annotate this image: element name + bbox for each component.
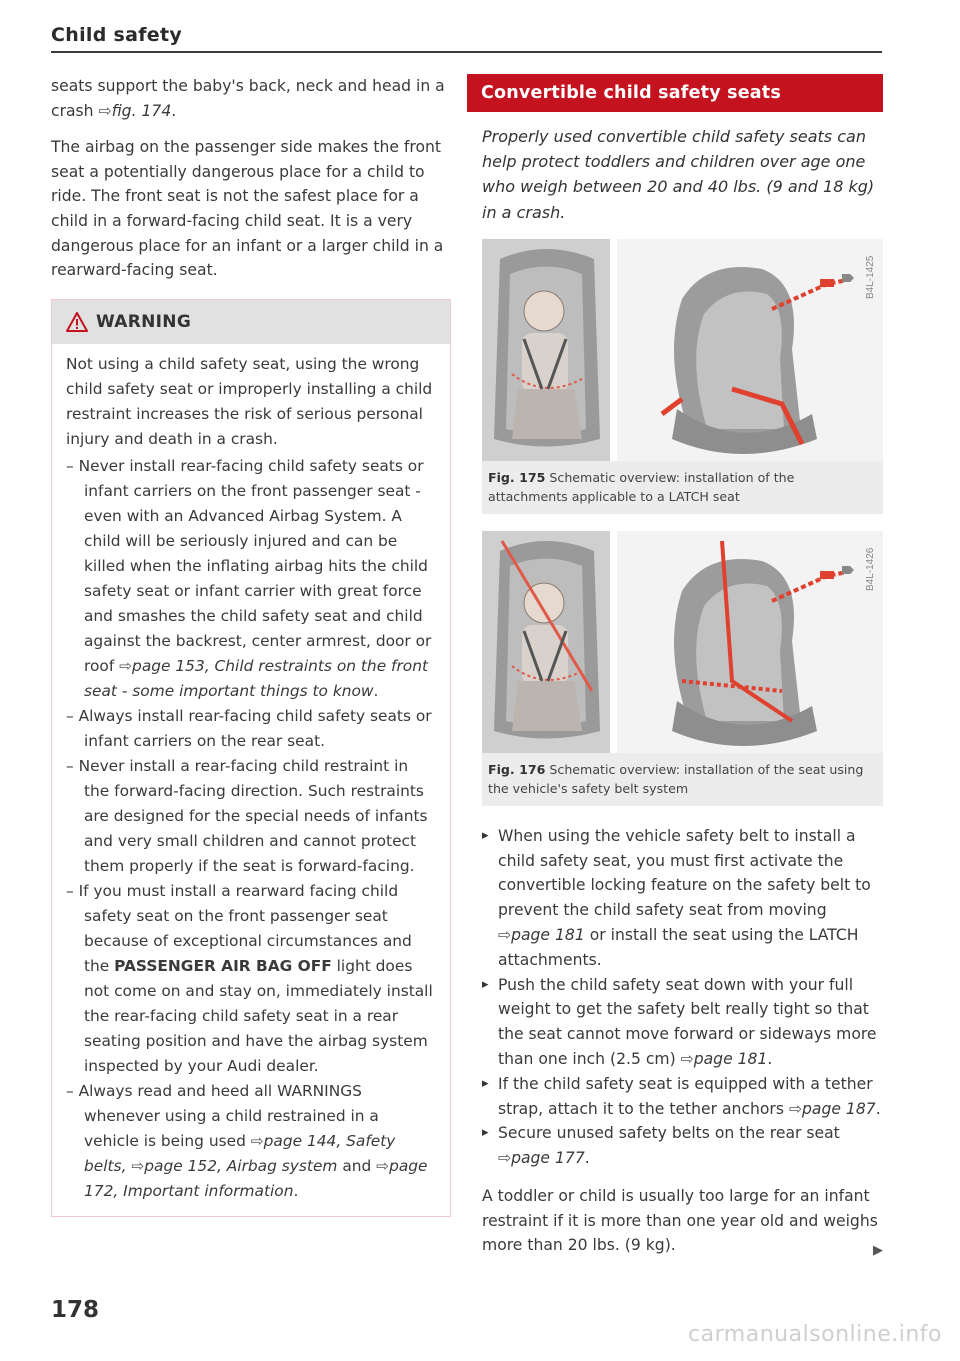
warning-item-text: If you must install a rearward facing child safety seat on the front passenger seat because of exceptional circumstances and the xyxy=(78,881,412,975)
paragraph-text: seats support the baby's back, neck and head in a crash xyxy=(51,77,445,120)
right-column xyxy=(467,74,883,1258)
xref-arrow-icon: ⇨ xyxy=(498,1149,512,1168)
instruction-steps xyxy=(482,824,883,1171)
warning-list xyxy=(66,454,436,1204)
warning-item-tail: . xyxy=(373,681,379,700)
instruction-step xyxy=(482,1121,883,1171)
xref-arrow-icon: ⇨ xyxy=(131,1156,145,1175)
figure-caption-text: Schematic overview: installation of the attachments applicable to a LATCH seat xyxy=(488,469,795,504)
header-rule xyxy=(51,51,882,53)
step-text: Secure unused safety belts on the rear seat xyxy=(498,1124,840,1143)
warning-item-tail: . xyxy=(293,1181,299,1200)
figure-number: Fig. 176 xyxy=(488,761,546,777)
belt-seat-illustration xyxy=(482,531,883,753)
step-tail: . xyxy=(875,1099,881,1118)
xref-arrow-icon: ⇨ xyxy=(376,1156,390,1175)
xref-arrow-icon: ⇨ xyxy=(680,1049,694,1068)
warning-item: – Always install rear-facing child safety seats or infant carriers on the rear seat. xyxy=(66,704,436,754)
warning-item-text: Always read and heed all WARNINGS whenever using a child restrained in a vehicle is being used xyxy=(78,1081,379,1150)
xref-link-page177[interactable]: page 177 xyxy=(511,1149,585,1168)
passenger-airbag-off-label: PASSENGER AIR BAG OFF xyxy=(114,956,332,975)
left-column xyxy=(51,74,451,1217)
xref-link-page153[interactable]: page 153, Child restraints on the front seat - some important things to know xyxy=(84,656,429,700)
section-title: Convertible child safety seats xyxy=(467,74,883,112)
paragraph-baby-support xyxy=(51,74,451,123)
instruction-step xyxy=(482,973,883,1072)
closing-paragraph: A toddler or child is usually too large for an infant restraint if it is more than one year old and weighs more than 20 lbs. (9 kg). xyxy=(482,1186,878,1255)
step-tail: . xyxy=(584,1149,590,1168)
figure-176 xyxy=(482,531,883,806)
step-tail: or install the seat using the LATCH attachments. xyxy=(498,926,859,969)
xref-arrow-icon: ⇨ xyxy=(788,1099,803,1118)
page-number: 178 xyxy=(51,1297,100,1323)
figure-number: Fig. 175 xyxy=(488,469,546,485)
warning-item-text: and xyxy=(337,1156,377,1175)
warning-item xyxy=(66,879,436,1079)
figure-176-caption xyxy=(482,753,883,806)
watermark: carmanualsonline.info xyxy=(688,1322,942,1347)
paragraph-tail: . xyxy=(171,101,177,120)
step-text: When using the vehicle safety belt to install a child safety seat, you must first activate the convertible locking feature on the safety belt to prevent the child safety seat from moving xyxy=(498,826,871,920)
warning-item xyxy=(66,1079,436,1204)
warning-item-text: Never install rear-facing child safety seats or infant carriers on the front passenger seat - even with an Advanced Airbag System. A child will be seriously injured and can be killed when the inflating airbag hits the child safety seat or infant carrier with great force and smashes the child safety seat and child against the backrest, center armrest, door or roof xyxy=(78,456,432,675)
xref-arrow-icon: ⇨ xyxy=(119,656,133,675)
xref-link-page172[interactable]: page 172, Important information xyxy=(84,1156,428,1200)
step-text: If the child safety seat is equipped with a tether strap, attach it to the tether anchors xyxy=(498,1074,873,1118)
xref-link-page181[interactable]: page 181 xyxy=(511,926,585,944)
continue-arrow-icon: ▶ xyxy=(873,1242,883,1258)
figure-code: B4L-1425 xyxy=(865,255,876,299)
latch-seat-illustration xyxy=(482,239,883,461)
section-intro: Properly used convertible child safety seats can help protect toddlers and children over age one who weigh between 20 and 40 lbs. (9 and 18 kg) in a crash. xyxy=(482,127,875,222)
xref-link-fig174[interactable]: fig. 174 xyxy=(111,101,172,120)
figure-175 xyxy=(482,239,883,514)
warning-item: – Never install a rear-facing child restraint in the forward-facing direction. Such restraints are designed for the special needs of infants and very small children and cannot protect them properly if the seat is forward-facing. xyxy=(66,754,436,879)
step-text: Push the child safety seat down with your full weight to get the safety belt really tight so that the seat cannot move forward or sideways more than one inch (2.5 cm) xyxy=(498,975,877,1068)
xref-link-page187[interactable]: page 187 xyxy=(802,1099,876,1118)
warning-triangle-icon xyxy=(66,312,88,332)
page-header-title: Child safety xyxy=(51,24,183,46)
warning-title: WARNING xyxy=(96,311,192,332)
paragraph-airbag: The airbag on the passenger side makes the front seat a potentially dangerous place for a child to ride. The front seat is not the safest place for a child in a forward-facing child seat. It is a very dangerous place for an infant or a larger child in a rearward-facing seat. xyxy=(51,138,444,280)
xref-arrow-icon: ⇨ xyxy=(250,1131,264,1150)
warning-header xyxy=(52,300,450,344)
xref-link-page144[interactable]: page 144, Safety belts, xyxy=(84,1131,396,1175)
step-tail: . xyxy=(767,1049,773,1068)
warning-item xyxy=(66,454,436,704)
figure-175-caption xyxy=(482,461,883,514)
figure-caption-text: Schematic overview: installation of the seat using the vehicle's safety belt system xyxy=(488,761,864,796)
xref-link-page181[interactable]: page 181 xyxy=(693,1049,768,1068)
warning-box xyxy=(51,299,451,1217)
figure-code: B4L-1426 xyxy=(865,547,876,591)
xref-arrow-icon: ⇨ xyxy=(98,101,112,120)
warning-body xyxy=(52,344,450,1216)
xref-link-page152[interactable]: page 152, Airbag system xyxy=(144,1156,338,1175)
instruction-step xyxy=(482,1072,883,1122)
warning-intro: Not using a child safety seat, using the wrong child safety seat or improperly installing a child restraint increases the risk of serious personal injury and death in a crash. xyxy=(66,354,433,448)
instruction-step xyxy=(482,824,883,973)
xref-arrow-icon: ⇨ xyxy=(498,926,512,944)
warning-item-text: light does not come on and stay on, immediately install the rear-facing child safety seat in a rear seating position and have the airbag system inspected by your Audi dealer. xyxy=(84,956,433,1075)
